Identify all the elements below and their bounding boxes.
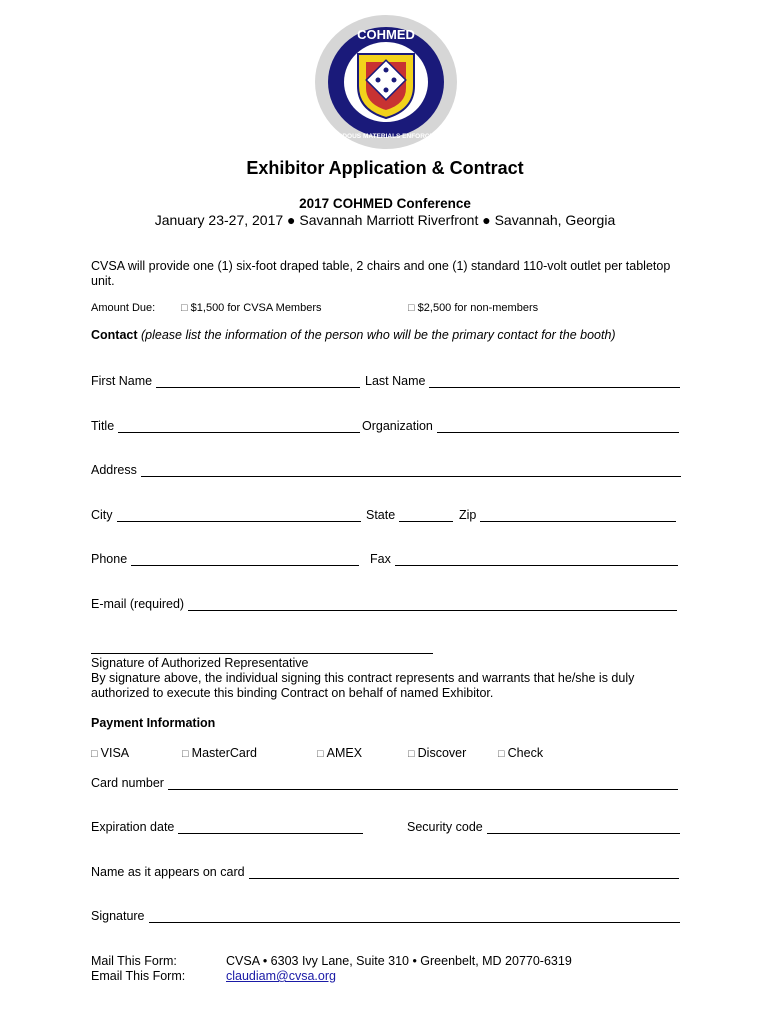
conference-name: 2017 COHMED Conference bbox=[299, 196, 471, 211]
name-on-card-line[interactable] bbox=[249, 864, 679, 879]
city-field[interactable]: City bbox=[91, 507, 361, 522]
security-code-line[interactable] bbox=[487, 819, 680, 834]
title-line[interactable] bbox=[118, 418, 360, 433]
address-field[interactable]: Address bbox=[91, 462, 681, 477]
checkbox-icon[interactable]: □ bbox=[317, 748, 324, 760]
intro-text: CVSA will provide one (1) six-foot draped table, 2 chairs and one (1) standard 110-volt outlet per tabletop unit. bbox=[91, 259, 671, 288]
fax-line[interactable] bbox=[395, 551, 678, 566]
signature-block bbox=[91, 656, 691, 701]
state-field[interactable]: State bbox=[366, 507, 453, 522]
amount-option-members[interactable]: □ $1,500 for CVSA Members bbox=[181, 302, 322, 314]
payment-signature-field[interactable]: Signature bbox=[91, 908, 680, 923]
email-label: Email This Form: bbox=[91, 969, 186, 983]
last-name-field[interactable]: Last Name bbox=[365, 373, 680, 388]
expiration-date-field[interactable]: Expiration date bbox=[91, 819, 363, 834]
contact-heading: Contact (please list the information of the person who will be the primary contact for the booth) bbox=[91, 328, 616, 342]
expiration-date-line[interactable] bbox=[178, 819, 363, 834]
mail-section bbox=[91, 954, 572, 984]
logo-text: COHMED bbox=[357, 27, 415, 42]
checkbox-icon[interactable]: □ bbox=[91, 748, 98, 760]
email-field[interactable]: E-mail (required) bbox=[91, 596, 677, 611]
zip-field[interactable]: Zip bbox=[459, 507, 676, 522]
mail-label: Mail This Form: bbox=[91, 954, 177, 968]
checkbox-icon[interactable]: □ bbox=[182, 748, 189, 760]
email-link[interactable]: claudiam@cvsa.org bbox=[226, 969, 336, 983]
checkbox-icon[interactable]: □ bbox=[498, 748, 505, 760]
city-line[interactable] bbox=[117, 507, 361, 522]
signature-label: Signature of Authorized Representative bbox=[91, 656, 309, 670]
organization-field[interactable]: Organization bbox=[362, 418, 679, 433]
payment-option-mastercard[interactable]: □ MasterCard bbox=[182, 746, 257, 760]
amount-due-label: Amount Due: bbox=[91, 302, 156, 314]
card-number-line[interactable] bbox=[168, 775, 678, 790]
amount-option-non-members[interactable]: □ $2,500 for non-members bbox=[408, 302, 539, 314]
checkbox-icon[interactable]: □ bbox=[181, 302, 188, 314]
signature-line[interactable] bbox=[91, 653, 433, 654]
payment-option-visa[interactable]: □ VISA bbox=[91, 746, 130, 760]
conference-details: January 23-27, 2017 ● Savannah Marriott Riverfront ● Savannah, Georgia bbox=[154, 212, 616, 228]
page-title: Exhibitor Application & Contract bbox=[246, 158, 524, 178]
phone-field[interactable]: Phone bbox=[91, 551, 359, 566]
first-name-line[interactable] bbox=[156, 373, 360, 388]
payment-signature-line[interactable] bbox=[149, 908, 680, 923]
signature-statement: By signature above, the individual signing this contract represents and warrants that he/she is duly authorized to execute this binding Contract on behalf of named Exhibitor. bbox=[91, 671, 635, 700]
phone-line[interactable] bbox=[131, 551, 359, 566]
mail-address: CVSA • 6303 Ivy Lane, Suite 310 • Greenbelt, MD 20770-6319 bbox=[226, 954, 572, 968]
checkbox-icon[interactable]: □ bbox=[408, 302, 415, 314]
organization-line[interactable] bbox=[437, 418, 679, 433]
address-line[interactable] bbox=[141, 462, 681, 477]
payment-option-check[interactable]: □ Check bbox=[498, 746, 544, 760]
state-line[interactable] bbox=[399, 507, 453, 522]
zip-line[interactable] bbox=[480, 507, 676, 522]
name-on-card-field[interactable]: Name as it appears on card bbox=[91, 864, 679, 879]
title-field[interactable]: Title bbox=[91, 418, 360, 433]
logo-ring-text: HAZARDOUS MATERIALS ENFORCEMENT bbox=[319, 133, 453, 140]
fax-field[interactable]: Fax bbox=[370, 551, 678, 566]
first-name-field[interactable]: First Name bbox=[91, 373, 360, 388]
payment-option-discover[interactable]: □ Discover bbox=[408, 746, 467, 760]
card-number-field[interactable]: Card number bbox=[91, 775, 678, 790]
cohmed-logo bbox=[314, 14, 458, 150]
payment-option-amex[interactable]: □ AMEX bbox=[317, 746, 363, 760]
checkbox-icon[interactable]: □ bbox=[408, 748, 415, 760]
email-line[interactable] bbox=[188, 596, 677, 611]
payment-heading: Payment Information bbox=[91, 716, 216, 730]
last-name-line[interactable] bbox=[429, 373, 680, 388]
security-code-field[interactable]: Security code bbox=[407, 819, 680, 834]
